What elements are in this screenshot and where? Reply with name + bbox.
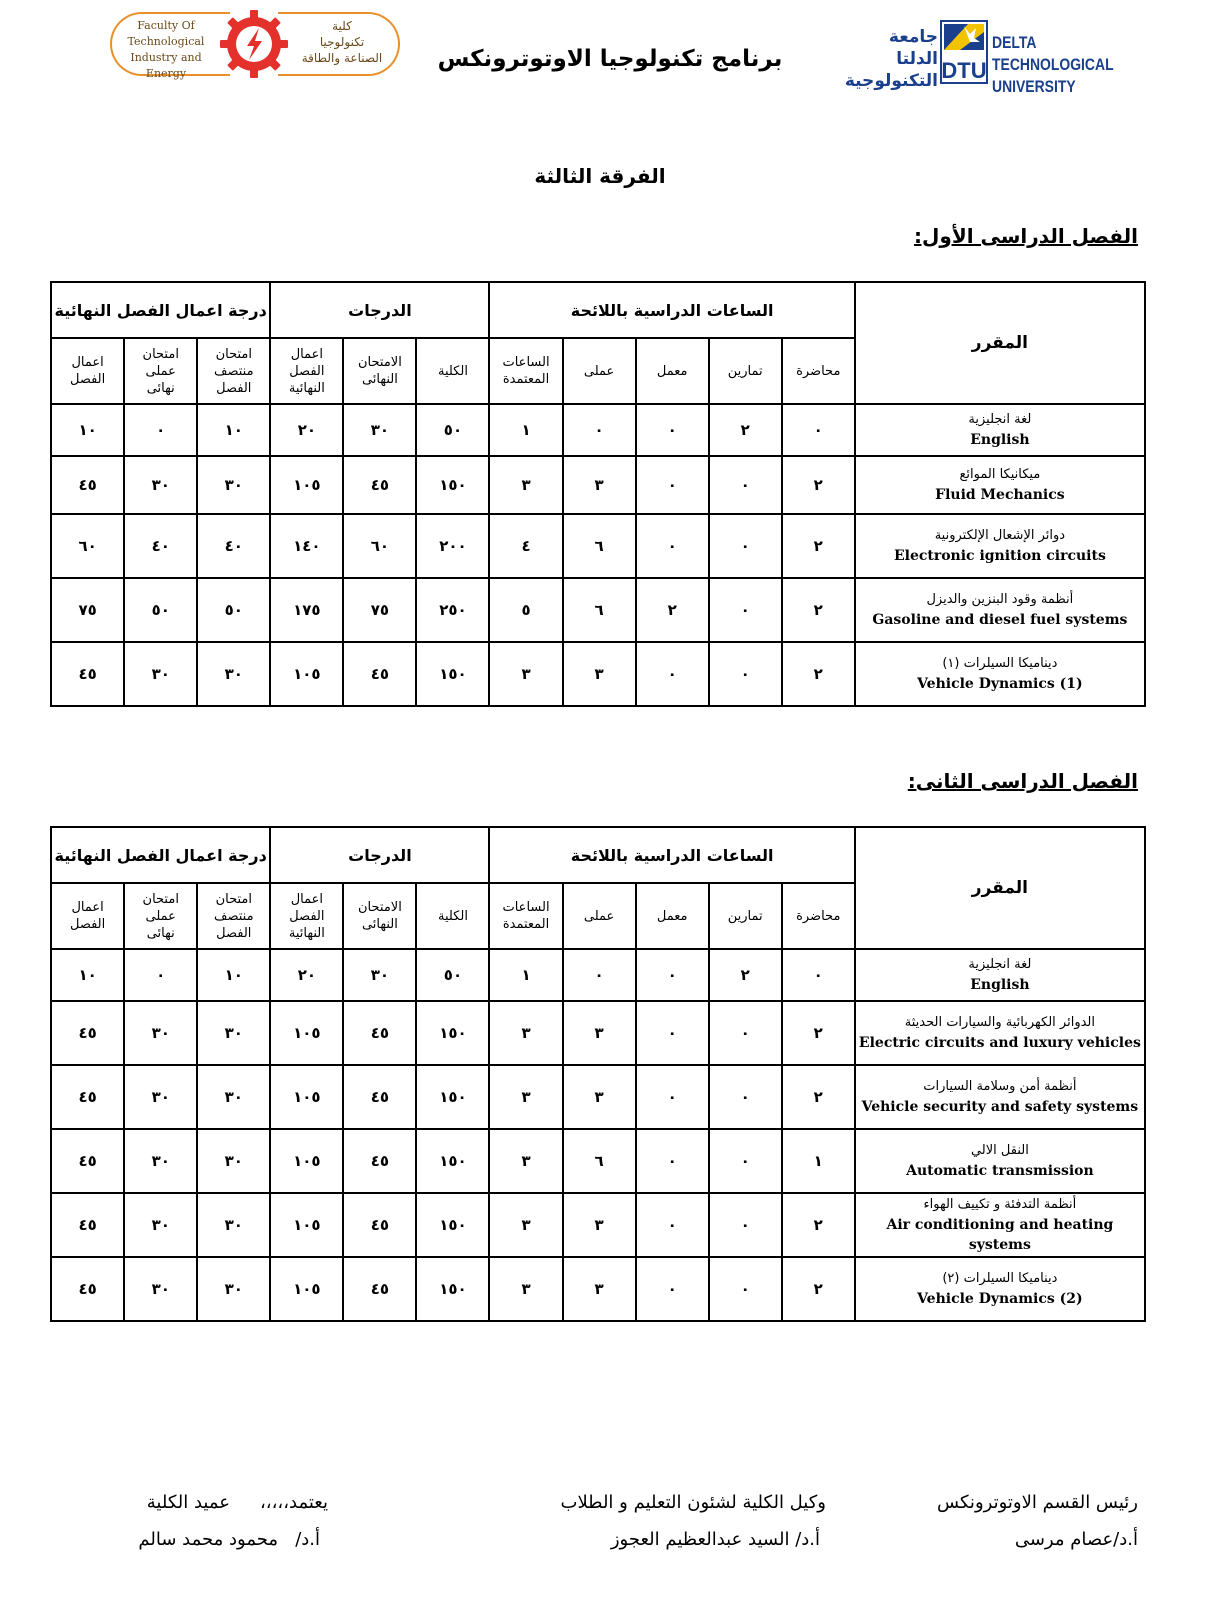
table-cell: ٢٠	[270, 949, 343, 1001]
table-cell: ٦	[563, 514, 636, 578]
table-cell: ٤٥	[51, 642, 124, 706]
column-header-course: المقرر	[855, 282, 1145, 404]
table-cell: ٠	[782, 949, 855, 1001]
table-cell: ٢	[782, 1001, 855, 1065]
course-name-cell	[855, 578, 1145, 642]
vice-dean-name: أ.د/ السيد عبدالعظيم العجوز	[610, 1529, 820, 1550]
table-cell: ٢٠	[270, 404, 343, 456]
table-cell: ٣	[489, 456, 562, 514]
table-cell: ٥٠	[416, 404, 489, 456]
table-row	[51, 578, 1145, 642]
table-cell: ٠	[636, 642, 709, 706]
course-name-ar: أنظمة أمن وسلامة السيارات	[923, 1079, 1077, 1094]
table-cell: ٣	[489, 642, 562, 706]
course-name-ar: النقل الالي	[970, 1143, 1029, 1158]
university-logo	[844, 16, 1128, 96]
table-cell: ٠	[636, 1129, 709, 1193]
table-cell: ٠	[636, 1001, 709, 1065]
column-header-credit-hours: الساعات المعتمدة	[489, 883, 562, 949]
table-row	[51, 1129, 1145, 1193]
table-cell: ٤٥	[343, 456, 416, 514]
table-cell: ٧٥	[51, 578, 124, 642]
column-header-lecture: محاضرة	[782, 338, 855, 404]
column-header-total: الكلية	[416, 338, 489, 404]
dean-title: عميد الكلية	[146, 1492, 230, 1513]
course-name-cell	[855, 1001, 1145, 1065]
column-header-coursework: اعمال الفصل	[51, 883, 124, 949]
table-cell: ٦٠	[51, 514, 124, 578]
dept-head-name: أ.د/عصام مرسى	[1014, 1529, 1138, 1550]
course-name-ar: لغة انجليزية	[968, 957, 1032, 972]
table-cell: ١٠٥	[270, 1193, 343, 1257]
table-cell: ٠	[709, 642, 782, 706]
table-cell: ٤٥	[51, 1065, 124, 1129]
table-row	[51, 514, 1145, 578]
table-cell: ٤٠	[124, 514, 197, 578]
table-cell: ٦	[563, 578, 636, 642]
faculty-logo	[110, 12, 400, 78]
table-cell: ٣	[563, 1065, 636, 1129]
table-cell: ٢٥٠	[416, 578, 489, 642]
column-header-final-exam: الامتحان النهائى	[343, 883, 416, 949]
column-header-exercises: تمارين	[709, 883, 782, 949]
table-cell: ٣٠	[124, 1129, 197, 1193]
column-group-hours: الساعات الدراسية باللائحة	[489, 827, 854, 883]
table-cell: ٣٠	[124, 1065, 197, 1129]
table-cell: ١٧٥	[270, 578, 343, 642]
table-cell: ٣٠	[197, 1065, 270, 1129]
table-cell: ٣	[563, 642, 636, 706]
table-cell: ٣٠	[124, 456, 197, 514]
table-cell: ٣	[563, 1193, 636, 1257]
course-name-cell	[855, 1129, 1145, 1193]
course-name-ar: أنظمة التدفئة و تكييف الهواء	[923, 1197, 1077, 1212]
column-header-total: الكلية	[416, 883, 489, 949]
table-cell: ٣٠	[197, 1193, 270, 1257]
semester-2-title: الفصل الدراسى الثانى:	[907, 769, 1138, 793]
table-cell: ٣٠	[197, 1129, 270, 1193]
semester-1-title: الفصل الدراسى الأول:	[914, 224, 1138, 248]
column-header-final-exam: الامتحان النهائى	[343, 338, 416, 404]
column-header-final-coursework: اعمال الفصل النهائية	[270, 338, 343, 404]
table-cell: ٣٠	[124, 642, 197, 706]
table-cell: ٠	[709, 578, 782, 642]
table-cell: ٢	[782, 456, 855, 514]
table-cell: ٤٥	[51, 1001, 124, 1065]
table-cell: ٧٥	[343, 578, 416, 642]
table-row	[51, 1001, 1145, 1065]
table-cell: ١	[489, 404, 562, 456]
table-cell: ٣٠	[124, 1257, 197, 1321]
course-name-ar: ديناميكا السيلرات (٢)	[942, 1271, 1058, 1286]
table-cell: ٤٥	[343, 1129, 416, 1193]
table-cell: ١٥٠	[416, 1257, 489, 1321]
course-name-en: English	[970, 977, 1030, 993]
vice-dean-title: وكيل الكلية لشئون التعليم و الطلاب	[560, 1492, 826, 1513]
table-cell: ٢	[782, 642, 855, 706]
table-cell: ٣٠	[197, 1001, 270, 1065]
table-cell: ٠	[709, 1129, 782, 1193]
column-group-coursework: درجة اعمال الفصل النهائية	[51, 827, 270, 883]
table-cell: ٢٠٠	[416, 514, 489, 578]
table-row	[51, 1257, 1145, 1321]
table-cell: ٠	[709, 514, 782, 578]
table-cell: ٢	[782, 578, 855, 642]
table-cell: ٦٠	[343, 514, 416, 578]
table-cell: ١	[782, 1129, 855, 1193]
table-cell: ٠	[124, 949, 197, 1001]
table-cell: ٠	[709, 1193, 782, 1257]
table-cell: ٤٥	[51, 1129, 124, 1193]
table-cell: ٠	[782, 404, 855, 456]
table-row	[51, 642, 1145, 706]
course-name-ar: ميكانيكا الموائع	[959, 467, 1041, 482]
table-cell: ١٥٠	[416, 1129, 489, 1193]
table-cell: ٦	[563, 1129, 636, 1193]
semester-2-table	[50, 826, 1146, 1322]
column-header-lab: معمل	[636, 338, 709, 404]
table-cell: ٣٠	[124, 1193, 197, 1257]
course-name-ar: أنظمة وقود البنزين والديزل	[926, 592, 1074, 607]
table-cell: ٠	[636, 456, 709, 514]
table-cell: ٢	[782, 514, 855, 578]
table-cell: ٥٠	[416, 949, 489, 1001]
column-header-final-coursework: اعمال الفصل النهائية	[270, 883, 343, 949]
column-header-credit-hours: الساعات المعتمدة	[489, 338, 562, 404]
table-cell: ٣	[489, 1193, 562, 1257]
table-row	[51, 1193, 1145, 1257]
table-cell: ٤٥	[51, 456, 124, 514]
column-header-exercises: تمارين	[709, 338, 782, 404]
table-cell: ١٠٥	[270, 1065, 343, 1129]
column-group-hours: الساعات الدراسية باللائحة	[489, 282, 854, 338]
table-cell: ٣	[489, 1001, 562, 1065]
table-cell: ٢	[782, 1193, 855, 1257]
table-cell: ١٠٥	[270, 1257, 343, 1321]
dtu-emblem-icon	[940, 20, 988, 84]
table-row	[51, 404, 1145, 456]
svg-text:DTU: DTU	[941, 58, 987, 83]
dean-name: محمود محمد سالم	[138, 1529, 278, 1550]
column-header-course: المقرر	[855, 827, 1145, 949]
course-name-cell	[855, 404, 1145, 456]
column-header-final-practical: امتحان عملى نهائى	[124, 883, 197, 949]
table-cell: ١٥٠	[416, 1065, 489, 1129]
table-cell: ٠	[709, 1001, 782, 1065]
course-name-cell	[855, 949, 1145, 1001]
course-name-en: Electric circuits and luxury vehicles	[858, 1035, 1141, 1051]
table-row	[51, 456, 1145, 514]
table-cell: ٣٠	[197, 456, 270, 514]
column-header-lab: معمل	[636, 883, 709, 949]
column-header-final-practical: امتحان عملى نهائى	[124, 338, 197, 404]
table-cell: ٤٥	[343, 1257, 416, 1321]
table-cell: ١٥٠	[416, 456, 489, 514]
table-cell: ٠	[636, 404, 709, 456]
table-cell: ٣٠	[124, 1001, 197, 1065]
table-cell: ٠	[124, 404, 197, 456]
table-cell: ٠	[636, 1065, 709, 1129]
table-cell: ٢	[636, 578, 709, 642]
column-header-practical: عملى	[563, 338, 636, 404]
table-cell: ٣	[563, 456, 636, 514]
column-header-lecture: محاضرة	[782, 883, 855, 949]
table-cell: ١٥٠	[416, 1001, 489, 1065]
table-row	[51, 1065, 1145, 1129]
course-name-en: English	[970, 432, 1030, 448]
course-name-ar: لغة انجليزية	[968, 412, 1032, 427]
table-cell: ٣	[489, 1065, 562, 1129]
dept-head-title: رئيس القسم الاوتوترونكس	[937, 1492, 1138, 1513]
course-name-en: Vehicle Dynamics (1)	[917, 676, 1083, 692]
column-header-midterm-exam: امتحان منتصف الفصل	[197, 338, 270, 404]
table-cell: ٠	[636, 1193, 709, 1257]
table-cell: ١٠	[197, 949, 270, 1001]
course-name-en: Electronic ignition circuits	[893, 548, 1106, 564]
table-cell: ٢	[709, 404, 782, 456]
table-cell: ٣	[489, 1129, 562, 1193]
table-cell: ١٠	[51, 949, 124, 1001]
table-cell: ١٠٥	[270, 1129, 343, 1193]
course-name-ar: دوائر الإشعال الإلكترونية	[934, 528, 1066, 543]
table-cell: ٠	[709, 1257, 782, 1321]
table-cell: ٤٥	[51, 1257, 124, 1321]
dean-approve-label: يعتمد،،،،،	[259, 1492, 328, 1513]
table-cell: ٤	[489, 514, 562, 578]
course-name-en: Vehicle Dynamics (2)	[917, 1291, 1083, 1307]
table-cell: ١٥٠	[416, 642, 489, 706]
faculty-name-ar: كلية تكنولوجيا الصناعة والطاقة	[301, 19, 383, 65]
course-name-ar: الدوائر الكهربائية والسيارات الحديثة	[904, 1015, 1096, 1030]
table-cell: ٤٥	[51, 1193, 124, 1257]
course-name-en: Air conditioning and heating systems	[886, 1217, 1114, 1253]
table-cell: ٠	[709, 1065, 782, 1129]
course-name-cell	[855, 1193, 1145, 1257]
table-cell: ٥٠	[124, 578, 197, 642]
table-cell: ١	[489, 949, 562, 1001]
table-cell: ٣	[563, 1257, 636, 1321]
table-row	[51, 949, 1145, 1001]
column-group-grades: الدرجات	[270, 827, 489, 883]
table-cell: ١٠	[51, 404, 124, 456]
table-cell: ٢	[782, 1257, 855, 1321]
table-cell: ٢	[709, 949, 782, 1001]
table-cell: ٣	[489, 1257, 562, 1321]
table-cell: ٠	[636, 1257, 709, 1321]
course-name-en: Vehicle security and safety systems	[861, 1099, 1139, 1115]
column-header-coursework: اعمال الفصل	[51, 338, 124, 404]
table-cell: ٣٠	[343, 949, 416, 1001]
table-cell: ١٤٠	[270, 514, 343, 578]
gear-lightning-icon	[218, 8, 290, 80]
table-cell: ٤٥	[343, 1065, 416, 1129]
university-name-en: DELTA TECHNOLOGICAL UNIVERSITY	[992, 33, 1114, 96]
table-cell: ٠	[563, 404, 636, 456]
table-cell: ٤٥	[343, 1001, 416, 1065]
course-name-en: Automatic transmission	[906, 1163, 1094, 1179]
table-cell: ٠	[636, 949, 709, 1001]
program-title: برنامج تكنولوجيا الاوتوترونكس	[437, 46, 783, 72]
table-cell: ٠	[709, 456, 782, 514]
table-cell: ١٠	[197, 404, 270, 456]
table-cell: ١٠٥	[270, 1001, 343, 1065]
column-group-grades: الدرجات	[270, 282, 489, 338]
university-name-ar: جامعة الدلتا التكنولوجية	[844, 27, 938, 91]
table-cell: ٢	[782, 1065, 855, 1129]
semester-1-table	[50, 281, 1146, 707]
table-cell: ٠	[563, 949, 636, 1001]
table-cell: ٣٠	[197, 642, 270, 706]
course-name-cell	[855, 642, 1145, 706]
table-cell: ١٥٠	[416, 1193, 489, 1257]
course-name-cell	[855, 1065, 1145, 1129]
course-name-en: Gasoline and diesel fuel systems	[872, 612, 1128, 628]
column-group-coursework: درجة اعمال الفصل النهائية	[51, 282, 270, 338]
column-header-practical: عملى	[563, 883, 636, 949]
table-cell: ٤٠	[197, 514, 270, 578]
course-name-cell	[855, 514, 1145, 578]
table-cell: ٥	[489, 578, 562, 642]
table-cell: ٤٥	[343, 1193, 416, 1257]
dean-name-prefix: أ.د/	[295, 1529, 320, 1550]
course-name-cell	[855, 1257, 1145, 1321]
table-cell: ٣٠	[197, 1257, 270, 1321]
table-cell: ١٠٥	[270, 642, 343, 706]
year-title: الفرقة الثالثة	[534, 164, 666, 188]
course-name-ar: ديناميكا السيلرات (١)	[942, 656, 1058, 671]
table-cell: ٠	[636, 514, 709, 578]
table-cell: ١٠٥	[270, 456, 343, 514]
course-name-cell	[855, 456, 1145, 514]
table-cell: ٥٠	[197, 578, 270, 642]
table-cell: ٤٥	[343, 642, 416, 706]
table-cell: ٣٠	[343, 404, 416, 456]
faculty-name-en: Faculty Of Technological Industry and Energy	[127, 19, 205, 80]
table-cell: ٣	[563, 1001, 636, 1065]
column-header-midterm-exam: امتحان منتصف الفصل	[197, 883, 270, 949]
course-name-en: Fluid Mechanics	[935, 487, 1065, 503]
